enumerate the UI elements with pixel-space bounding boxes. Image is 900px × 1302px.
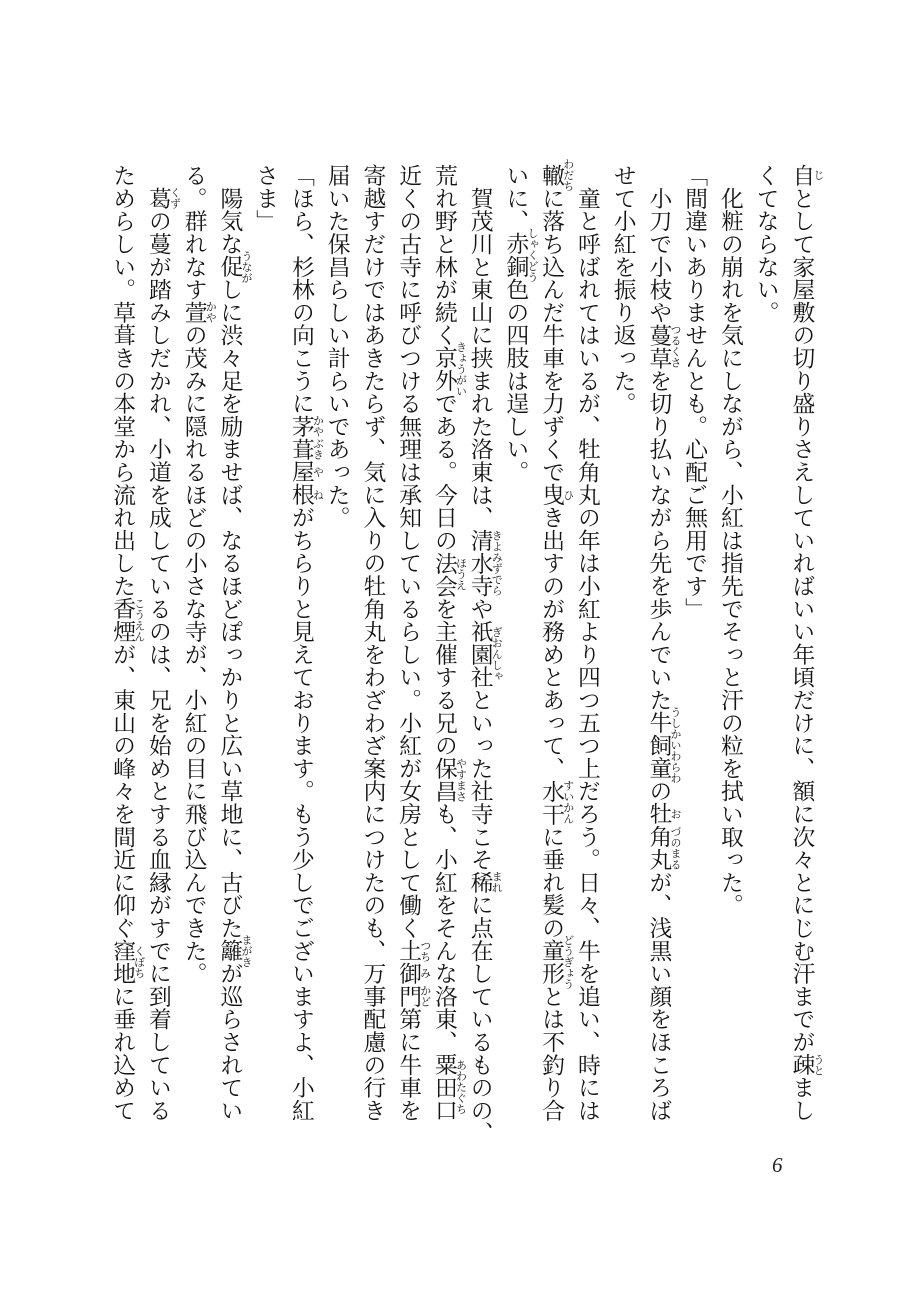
text-line [430,164,468,1122]
text-line [109,164,146,1122]
ruby-reading: きよみずでら [490,530,504,597]
ruby-reading: まがき [239,934,253,968]
ruby-word [645,802,682,826]
ruby-word [430,341,468,397]
text-run: 第に牛車を [395,1007,422,1122]
ruby-reading: や [311,466,325,478]
ruby-base: 牛飼童 [645,711,672,780]
text-run: 近くの古寺に呼びつける無理は承知しているらしい。小紅が女房として働く [395,164,422,940]
text-run [145,164,171,187]
ruby-word [466,528,504,598]
ruby-reading: づの [668,825,682,848]
text-run: 化粧の崩れを気にしながら、小紅は指先でそっと汗の粒を拭い取った。 [716,164,743,917]
ruby-word [216,934,253,968]
text-line [466,164,504,1145]
text-run: を主催する兄の [430,597,457,757]
ruby-reading: ぶき [311,438,325,461]
text-line [361,164,384,1122]
ruby-reading: ほうえ [454,557,468,591]
ruby-base: 角 [645,825,672,849]
ruby-reading: かや [311,415,325,438]
ruby-reading: まる [668,848,682,871]
ruby-word [287,414,325,438]
ruby-word [645,848,682,871]
text-run: いに、 [502,164,529,233]
ruby-word [645,706,682,784]
ruby-reading: うしかいわらわ [668,706,682,784]
text-line [502,164,539,484]
text-line [180,164,218,985]
text-run: 陽気な [216,164,243,256]
ruby-base: 丸 [645,848,672,871]
text-line [645,164,682,1122]
ruby-word [538,934,575,990]
ruby-word [538,779,575,826]
ruby-base: 保昌 [430,756,457,803]
text-run: 「ほら、杉林の向こうに [287,164,314,415]
ruby-word [466,870,504,894]
ruby-base: 土 [395,939,422,963]
text-run: に落ち込んだ牛車を力ずくで [538,186,565,484]
text-run: や [466,597,493,621]
ruby-word [538,158,575,192]
text-line [718,164,741,916]
ruby-base: 赤銅 [502,232,529,279]
ruby-reading: じ [811,169,825,181]
text-line [395,164,432,1122]
text-run: といった社寺こそ [466,688,493,871]
text-run: 小刀で小枝や [645,164,672,324]
text-run: の蔓が踏みしだかれ、小道を成しているのは、兄を始めとする血縁がすでに到着している [144,209,171,1122]
ruby-reading: わだち [561,158,575,192]
text-run: が、東山の峰々を間近に仰ぐ [109,642,136,940]
text-line [575,164,598,1122]
text-run: 届いた保昌らしい計らいであった。 [323,164,350,529]
text-run: 賀茂川と東山に挟まれた洛東は、 [466,164,493,529]
ruby-reading: み [418,967,432,979]
text-line [611,164,634,415]
ruby-word [395,984,432,1008]
ruby-base: 葺 [287,437,314,461]
ruby-reading: どうぎょう [561,934,575,990]
ruby-base: 清水寺 [466,528,493,598]
ruby-base: 法会 [430,551,457,598]
ruby-base: 自 [788,164,815,187]
ruby-reading: ぎおんしゃ [490,626,504,682]
page-number: 6 [772,1153,783,1177]
text-run: である。今日の [430,392,457,552]
ruby-base: 屋 [287,460,314,484]
text-run: 寄越すだけではあきたらず、気に入りの牡角丸をわざわざ案内につけたのも、万事配慮の行き [359,164,386,1122]
text-run: がちらりと見えております。もう少しでございますよ、小紅 [287,506,314,1122]
ruby-base: 水干 [538,779,565,826]
ruby-reading: こうえん [132,598,146,642]
text-line [252,164,279,233]
ruby-base: 門 [395,984,422,1008]
ruby-word [788,164,825,187]
text-line [538,158,575,1122]
text-run: さま」 [252,164,279,233]
text-run: に垂れ髪の [538,825,565,940]
text-line [788,164,825,1122]
ruby-reading: ひ [561,489,575,501]
ruby-base: 童形 [538,939,565,985]
text-run: 「間違いありませんとも。心配ご無用です」 [681,164,708,620]
text-run: ためらしい。草葺きの本堂から流れ出した [109,164,136,598]
ruby-base: 稀 [466,870,493,894]
ruby-word [287,483,325,507]
ruby-word [430,551,468,598]
text-run: せて小紅を振り返った。 [609,164,636,415]
ruby-base: 香煙 [109,597,136,643]
ruby-word [287,437,325,461]
ruby-word [216,250,253,284]
ruby-reading: やすまさ [454,757,468,802]
ruby-base: 根 [287,483,314,507]
ruby-base: 萱 [180,300,207,324]
text-run: 荒れ野と林が続く [430,164,457,347]
text-line [287,164,325,1122]
ruby-reading: かや [204,301,218,324]
text-run: る。群れなす [180,164,207,301]
ruby-base: 曳 [538,483,565,507]
text-run: 童と呼ばれてはいるが、牡角丸の年は小紅より四つ五つ上だろう。日々、牛を追い、時には [573,164,600,1122]
ruby-reading: すいかん [561,780,575,825]
ruby-word [538,483,575,507]
ruby-base: 蔓草 [645,323,672,370]
text-run: も、小紅をそんな洛東、 [430,802,457,1054]
text-run: くてならない。 [752,164,779,324]
ruby-base: 轍 [538,164,565,187]
text-run: が巡らされてい [216,962,243,1122]
text-run: に点在しているものの、 [466,893,493,1145]
ruby-base: 促 [216,255,243,279]
text-line [681,164,708,620]
text-run: まし [788,1076,815,1122]
ruby-reading: まれ [490,871,504,894]
text-line [325,164,348,529]
text-run: の [645,779,672,803]
text-run: として家屋敷の切り盛りさえしていればいい年頃だけに、額に次々とにじむ汗までが [788,186,815,1054]
ruby-base: 葛 [144,186,171,210]
text-line [144,164,182,1122]
ruby-reading: あわたぐち [454,1059,468,1115]
ruby-word [109,597,146,643]
ruby-base: 京外 [430,346,457,393]
text-line [216,164,253,1122]
text-run: の茂みに隠れるほどの小さな寺が、小紅の目に飛び込んできた。 [180,323,207,985]
text-run: が、浅黒い顔をほころば [645,870,672,1122]
text-run: を切り払いながら先を歩んでいた [645,369,672,712]
ruby-word [430,1053,468,1122]
ruby-word [109,939,146,985]
ruby-word [645,825,682,849]
ruby-base: 窪地 [109,939,136,985]
text-run: とは不釣り合 [538,984,565,1122]
ruby-base: 牡 [645,802,672,826]
ruby-reading: くぼち [132,945,146,979]
ruby-word [466,620,504,689]
ruby-reading: うなが [239,250,253,284]
ruby-word [144,186,182,210]
text-line [754,164,777,324]
text-run: 色の四肢は逞しい。 [502,278,529,484]
ruby-word [395,939,432,963]
ruby-reading: つち [418,939,432,962]
ruby-base: 疎 [788,1053,815,1077]
ruby-base: 籬 [216,939,243,963]
ruby-reading: うと [811,1053,825,1076]
ruby-base: 粟田口 [430,1053,457,1122]
ruby-reading: つるくさ [668,324,682,369]
ruby-reading: きょうがい [454,341,468,397]
ruby-word [645,323,682,370]
ruby-reading: お [668,808,682,820]
ruby-word [180,300,218,324]
text-run: しに渋々足を励ませば、なるほどぽっかりと広い草地に、古びた [216,278,243,940]
text-run: に垂れ込めて [109,984,136,1122]
ruby-word [395,962,432,985]
ruby-base: 御 [395,962,422,985]
text-run: き出すのが務めとあって、 [538,506,565,780]
ruby-reading: くず [168,187,182,210]
ruby-word [430,756,468,803]
ruby-base: 祇園社 [466,620,493,689]
ruby-reading: ね [311,489,325,501]
ruby-word [287,460,325,484]
ruby-base: 茅 [287,414,314,438]
ruby-reading: しゃくどう [525,227,539,283]
ruby-word [502,227,539,283]
ruby-reading: かど [418,985,432,1008]
ruby-word [788,1053,825,1077]
